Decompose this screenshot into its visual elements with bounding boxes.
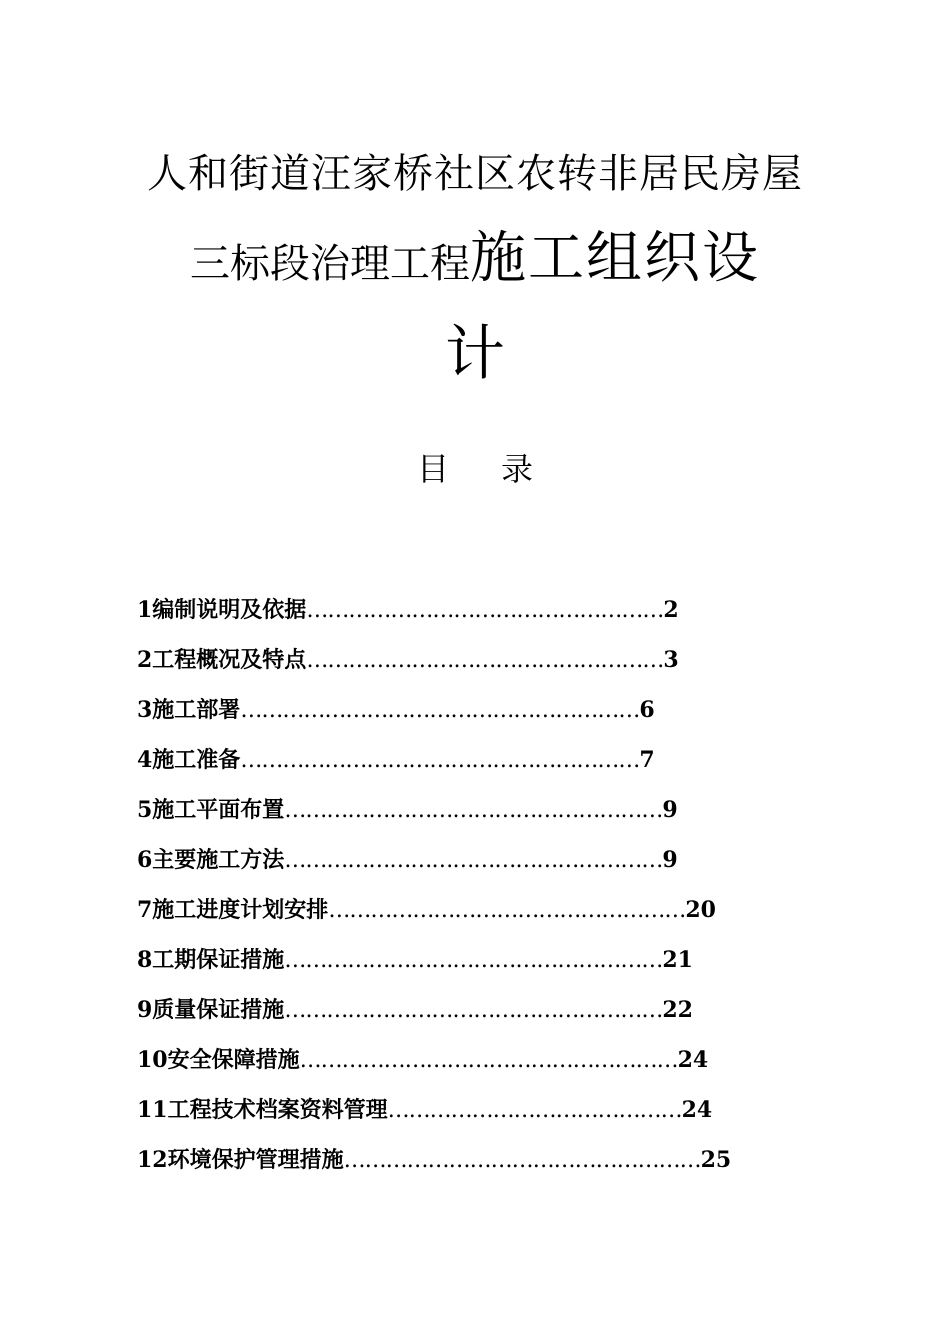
toc-entry[interactable]: [137, 892, 731, 942]
toc-entry-leader: ………………………………………………: [284, 948, 663, 973]
toc-entry-leader: …………………………………………………: [240, 698, 640, 723]
toc-entry-page-number: 21: [662, 947, 693, 973]
toc-entry[interactable]: [137, 642, 731, 692]
toc-entry[interactable]: [137, 1142, 731, 1192]
toc-entry-leader: ……………………………………………: [306, 648, 664, 673]
toc-entry-leader: ………………………………………………: [284, 848, 663, 873]
toc-entry-leader: ……………………………………………: [328, 898, 686, 923]
toc-entry-label: 6主要施工方法: [137, 847, 285, 873]
toc-entry-page-number: 22: [662, 997, 693, 1023]
toc-entry[interactable]: [137, 592, 731, 642]
toc-entry-page-number: 9: [662, 797, 678, 823]
toc-entry[interactable]: [137, 1092, 731, 1142]
toc-entry-leader: ………………………………………………: [299, 1048, 678, 1073]
title-line-3: 计: [445, 319, 505, 389]
toc-entry-label: 12环境保护管理措施: [137, 1147, 344, 1173]
toc-entry-page-number: 24: [677, 1047, 709, 1073]
toc-entry-label: 2工程概况及特点: [137, 647, 307, 673]
toc-entry[interactable]: [137, 1042, 731, 1092]
toc-entry-page-number: 2: [663, 597, 679, 623]
toc-entry-label: 10安全保障措施: [137, 1047, 300, 1073]
toc-entry-label: 1编制说明及依据: [137, 597, 307, 623]
table-of-contents: [137, 592, 731, 1192]
toc-entry[interactable]: [137, 692, 731, 742]
toc-entry-label: 4施工准备: [137, 747, 241, 773]
title-line-2: [0, 214, 950, 294]
title-line-1: 人和街道汪家桥社区农转非居民房屋: [147, 151, 803, 197]
toc-entry-label: 5施工平面布置: [137, 797, 285, 823]
toc-entry-leader: ………………………………………………: [284, 998, 663, 1023]
toc-entry-leader: ……………………………………………: [343, 1148, 701, 1173]
toc-entry-label: 7施工进度计划安排: [137, 897, 329, 923]
toc-entry-leader: ……………………………………………: [306, 598, 664, 623]
toc-entry-page-number: 25: [700, 1147, 732, 1173]
toc-entry-label: 11工程技术档案资料管理: [137, 1097, 388, 1123]
toc-entry[interactable]: [137, 842, 731, 892]
toc-heading: 目录: [416, 450, 585, 488]
toc-entry-page-number: 7: [639, 747, 655, 773]
toc-entry-label: 8工期保证措施: [137, 947, 285, 973]
toc-entry[interactable]: [137, 792, 731, 842]
toc-entry-leader: ………………………………………………: [284, 798, 663, 823]
toc-entry-page-number: 6: [639, 697, 655, 723]
toc-entry[interactable]: [137, 992, 731, 1042]
toc-entry-page-number: 3: [663, 647, 679, 673]
title-line-2-regular: 三标段治理工程: [190, 241, 470, 287]
title-line-2-large: 施工组织设: [470, 226, 760, 291]
toc-entry-page-number: 9: [662, 847, 678, 873]
toc-entry-label: 9质量保证措施: [137, 997, 285, 1023]
toc-entry-label: 3施工部署: [137, 697, 241, 723]
toc-entry-page-number: 24: [681, 1097, 713, 1123]
toc-entry-page-number: 20: [685, 897, 716, 923]
toc-entry[interactable]: [137, 742, 731, 792]
toc-entry[interactable]: [137, 942, 731, 992]
toc-entry-leader: ……………………………………: [387, 1098, 682, 1123]
toc-entry-leader: …………………………………………………: [240, 748, 640, 773]
